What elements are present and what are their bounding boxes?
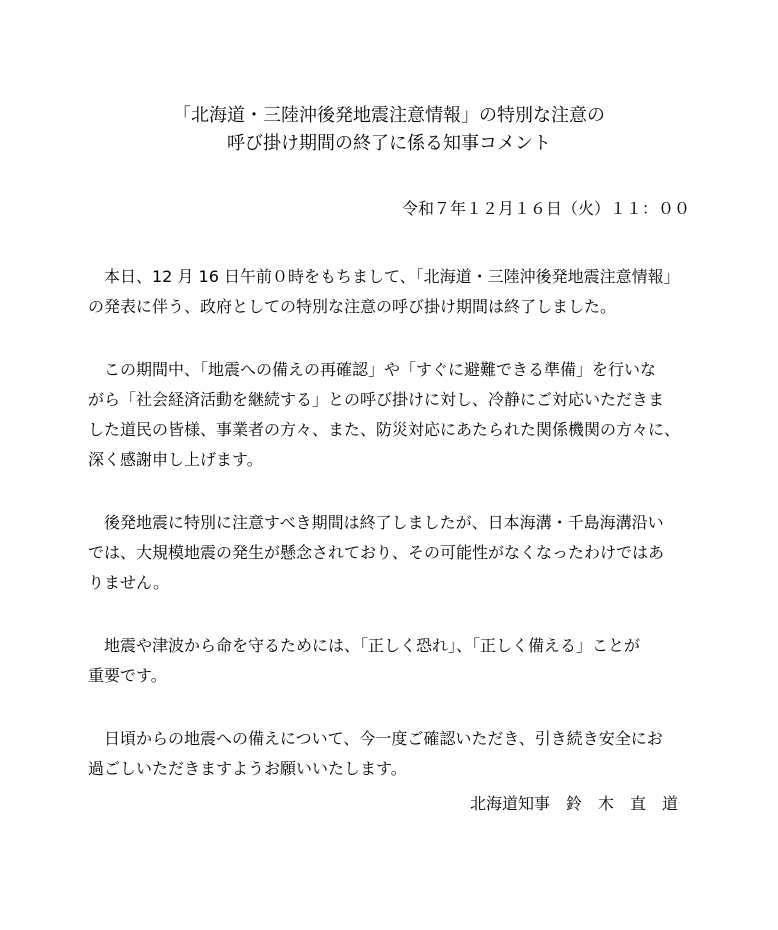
paragraph-line: 重要です。 (88, 666, 167, 685)
paragraph-2 (88, 355, 698, 475)
paragraph-line: りません。 (88, 573, 169, 592)
paragraph-line: の発表に伴う、政府としての特別な注意の呼び掛け期間は終了しました。 (88, 297, 617, 316)
paragraph-line: では、大規模地震の発生が懸念されており、その可能性がなくなったわけではあ (88, 543, 665, 562)
paragraph-line: した道民の皆様、事業者の方々、また、防災対応にあたられた関係機関の方々に、 (88, 420, 681, 439)
paragraph-line: 後発地震に特別に注意すべき期間は終了しましたが、日本海溝・千島海溝沿い (88, 513, 664, 532)
paragraph-line: この期間中、「地震への備えの再確認」や「すぐに避難できる準備」を行いな (88, 360, 657, 379)
paragraph-line: がら「社会経済活動を継続する」との呼び掛けに対し、冷静にご対応いただきま (88, 390, 665, 409)
signature: 北海道知事 鈴 木 直 道 (469, 794, 678, 813)
title-line-1: 「北海道・三陸沖後発地震注意情報」の特別な注意の (173, 105, 605, 126)
document-title (0, 102, 778, 158)
paragraph-3 (88, 508, 698, 598)
paragraph-4 (88, 631, 698, 691)
paragraph-line: 深く感謝申し上げます。 (88, 450, 263, 469)
paragraph-5 (88, 724, 698, 784)
paragraph-line: 本日、12 月 16 日午前０時をもちまして、「北海道・三陸沖後発地震注意情報」 (88, 267, 680, 286)
paragraph-line: 日頃からの地震への備えについて、今一度ご確認いただき、引き続き安全にお (88, 729, 663, 748)
paragraph-1 (88, 262, 698, 322)
paragraph-line: 地震や津波から命を守るためには、「正しく恐れ」、「正しく備える」ことが (88, 636, 641, 655)
date-line: 令和７年１２月１６日（火）１１：００ (401, 199, 690, 218)
document-body (88, 262, 698, 817)
paragraph-line: 過ごしいただきますようお願いいたします。 (88, 759, 407, 778)
title-line-2: 呼び掛け期間の終了に係る知事コメント (227, 133, 551, 154)
